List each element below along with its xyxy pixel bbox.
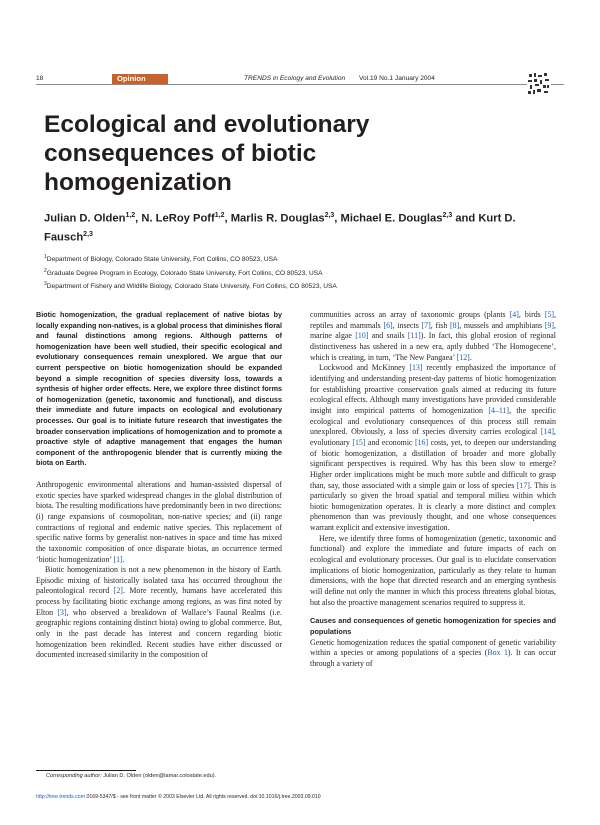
citation-link[interactable]: [17] [516, 480, 530, 490]
citation-link[interactable]: [11] [407, 331, 421, 341]
body-paragraph: Genetic homogenization reduces the spatial component of genetic variability within a species or among populations of a species (Box 1). It can occur through a variety of [310, 637, 556, 668]
citation-link[interactable]: [3] [57, 607, 67, 617]
citation-link[interactable]: [5] [544, 310, 555, 319]
header-rule [36, 84, 564, 85]
affiliation-text: Graduate Degree Program in Ecology, Colorado State University, Fort Collins, CO 80523, USA [46, 269, 323, 277]
affiliations [44, 252, 564, 293]
affiliation-marker: 1 [44, 254, 47, 260]
citation-link[interactable]: [16] [414, 437, 429, 447]
page-number: 18 [36, 75, 44, 82]
journal-logo-icon [527, 72, 551, 96]
affiliation-text: Department of Fishery and Wildlife Biology, Colorado State University, Fort Collins, CO 80523, USA [46, 283, 337, 291]
author-list [44, 208, 564, 246]
body-paragraph: Here, we identify three forms of homogenization (genetic, taxonomic and functional) and explore the immediate and future impacts of each on ecological and evolutionary processes. Our goal is to elucidate conservation implications of biotic homogenization, particularly as they relate to human dimensions, with the hope that directed research and an emerging synthesis will define not only the manner in which this process threatens global biotas, but also the proactive management scenarios required to suppress it. [310, 533, 556, 607]
affiliation-marker: 2 [44, 267, 47, 274]
journal-name: TRENDS in Ecology and Evolution [244, 75, 346, 82]
citation-link[interactable]: [10] [355, 331, 369, 341]
affiliation-line [44, 266, 564, 280]
citation-link[interactable]: [14] [540, 427, 555, 437]
body-paragraph: Anthropogenic environmental alterations and human-assisted dispersal of exotic species have sparked widespread changes in the global distribution of biota. The resulting modifications have predominantly been in two directions: (i) range expansions of cosmopolitan, non-native species; and (ii) range contractions of regional and endemic native species. This replacement of specific native forms by generalist non-natives in space and time has mixed the taxonomic composition of once disparate biotas, an occurrence termed ‘biotic homogenization’ [1]. [36, 479, 282, 564]
citation-link[interactable]: [15] [352, 437, 366, 447]
affiliation-line [44, 279, 564, 293]
citation-link[interactable]: [2] [113, 586, 123, 596]
author-affiliation-marker: 2,3 [324, 212, 335, 219]
right-column [310, 310, 556, 670]
article-title: Ecological and evolutionary consequences of biotic homogenization [44, 111, 370, 196]
author-affiliation-marker: 2,3 [442, 212, 453, 219]
journal-url-link[interactable]: http://tree.trends.com [36, 794, 86, 800]
citation-link[interactable]: [6] [383, 320, 393, 330]
body-paragraph: Lockwood and McKinney [13] recently emphasized the importance of identifying and understanding present-day patterns of biotic homogenization for establishing proactive conservation goals aimed at reducing its future ecological effects. Although many investigations have provided considerable insight into empirical patterns of homogenization [4–11], the specific ecological and evolutionary consequences of this process still remain unexplored. Obviously, a loss of species diversity carries ecological [14], evolutionary [15] and economic [16] costs, yet, to deepen our understanding of biotic homogenization, a distillation of broader and more globally significant perspectives is required. Why has this been slow to emerge? Higher order implications might be much more subtle and difficult to grasp than, say, those associated with a simple gain or loss of species [17]. This is particularly so given the broad spatial and temporal milieu within which biotic homogenization operates. It is clearly a more distinct and complex phenomenon than was previously thought, and one whose consequences warrant explicit and extensive investigation. [310, 363, 557, 533]
section-heading: Causes and consequences of genetic homogenization for species and populations [310, 616, 556, 636]
author-name: Marlis R. Douglas [230, 212, 325, 225]
affiliation-text: Department of Biology, Colorado State University, Fort Collins, CO 80523, USA [46, 256, 278, 264]
body-paragraph: communities across an array of taxonomic groups (plants [4], birds [5], reptiles and mammals [6], insects [7], fish [8], mussels and amphibians [9], marine algae [10] and snails [11]). In fact, this global erosion of regional distinctiveness has ushered in a new era, aptly dubbed ‘The Homogecene’, which is creating, in turn, ‘The New Pangaea’ [12]. [310, 310, 557, 362]
citation-link[interactable]: [13] [409, 363, 423, 373]
author-name: Kurt D. Fausch [44, 212, 516, 244]
footnote-rule [36, 770, 136, 771]
author-affiliation-marker: 2,3 [83, 231, 93, 239]
citation-link[interactable]: [8] [450, 320, 460, 330]
left-column [36, 310, 282, 661]
abstract: Biotic homogenization, the gradual replacement of native biotas by locally expanding non-natives, is a global process that diminishes floral and faunal distinctions among regions. Although patterns of homogenization have been well studied, their specific ecological and evolutionary consequences remain unexplored. We argue that our current perspective on biotic homogenization should be expanded beyond a simple recognition of species diversity loss, towards a synthesis of higher order effects. Here, we explore three distinct forms of homogenization (genetic, taxonomic and functional), and discuss their immediate and future impacts on ecological and evolutionary processes. Our goal is to initiate future research that investigates the broader conservation implications of homogenization and to promote a proactive style of adaptive management that engages the human component of the anthropogenic blender that is currently mixing the biota on Earth. [36, 310, 282, 468]
author-affiliation-marker: 1,2 [125, 212, 136, 219]
author-name: N. LeRoy Poff [141, 212, 215, 225]
citation-link[interactable]: [12] [456, 352, 470, 362]
issue-info: Vol.19 No.1 January 2004 [359, 75, 435, 82]
section-tag: Opinion [112, 74, 168, 84]
citation-link[interactable]: [9] [544, 320, 555, 330]
citation-link[interactable]: [7] [421, 320, 431, 330]
affiliation-line [44, 252, 564, 266]
author-separator: , [334, 212, 341, 225]
footnote-label: Corresponding author: [46, 773, 102, 779]
author-separator: , [135, 212, 142, 225]
body-paragraph: Biotic homogenization is not a new phenomenon in the history of Earth. Episodic mixing of historically isolated taxa has occurred throughout the paleontological record [2]. More recently, humans have accelerated this process by facilitating biotic exchange among regions, as was first noted by Elton [3], who observed a breakdown of Wallace’s Faunal Realms (i.e. geographic regions containing distinct biota) owing to global commerce. But, only in the past decade has interest and concern regarding biotic homogenization been rekindled. Recent studies have either discussed or documented increased similarity in the composition of [36, 565, 282, 660]
author-separator: and [452, 212, 479, 225]
author-name: Michael E. Douglas [340, 212, 443, 225]
box-link[interactable]: Box 1 [487, 648, 508, 658]
author-separator: , [224, 212, 231, 225]
citation-link[interactable]: [1] [113, 554, 123, 564]
author-affiliation-marker: 1,2 [214, 212, 225, 219]
citation-link[interactable]: [4–11] [488, 405, 510, 415]
page-footer: http://tree.trends.com 0169-5347/$ - see front matter © 2003 Elsevier Ltd. All rights reserved. doi:10.1016/j.tree.2003.09.010 [36, 794, 321, 800]
author-name: Julian D. Olden [44, 212, 126, 225]
affiliation-marker: 3 [44, 281, 47, 288]
corresponding-author-note: Corresponding author: Julian D. Olden (olden@lamar.colostate.edu). [46, 773, 217, 779]
citation-link[interactable]: [4] [509, 310, 519, 319]
